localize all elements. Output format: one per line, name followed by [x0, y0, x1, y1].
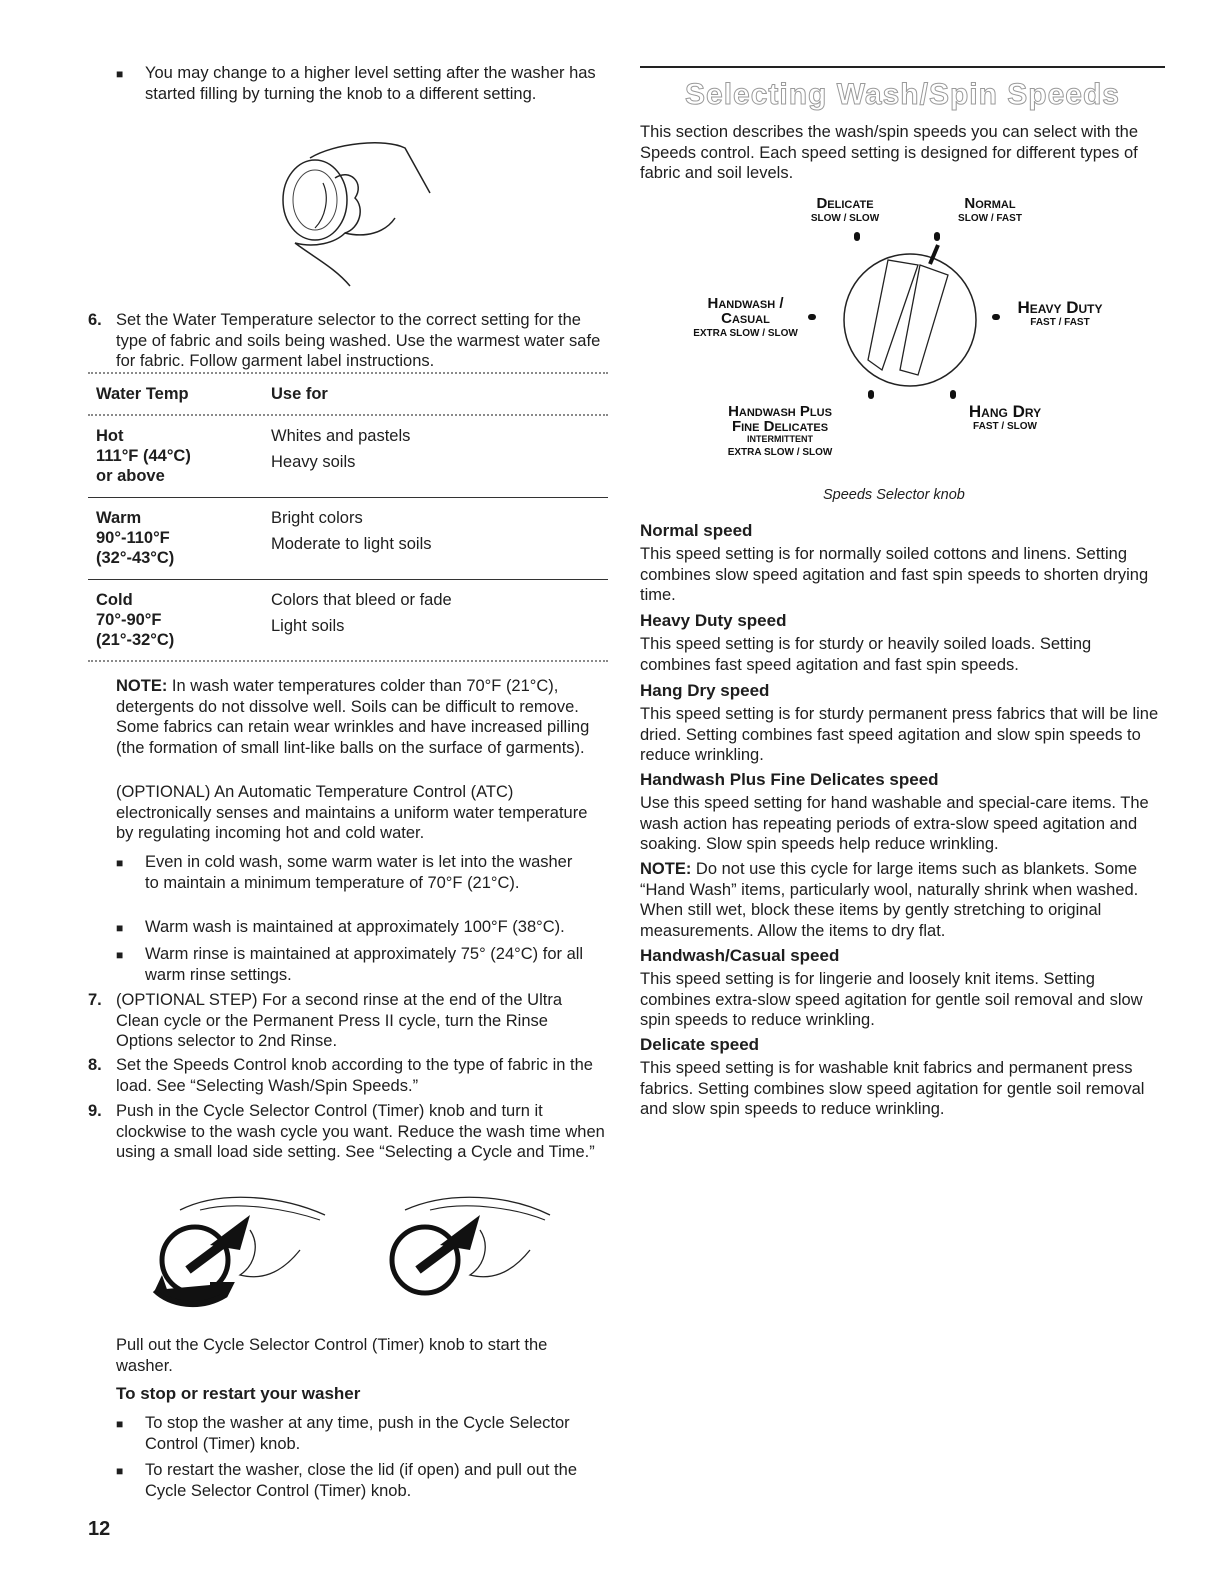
knob-caption: Speeds Selector knob [823, 487, 965, 503]
text-hang-dry-speed: This speed setting is for sturdy permanent press fabrics that will be line dried. Setting combines fast speed agitation and slow spin speeds to reduce wrinkling. [640, 705, 1159, 764]
step-9-number: 9. [88, 1102, 102, 1120]
temp-cell: Warm 90°-110°F (32°-43°C) [96, 509, 175, 567]
label-name: Fine Delicates [731, 418, 829, 435]
temp-cell: Hot 111°F (44°C) or above [96, 427, 191, 485]
step-6-number: 6. [88, 311, 102, 329]
atc-bullet-3: Warm rinse is maintained at approximately 75° (24°C) for all warm rinse settings. [145, 945, 584, 984]
note-label: NOTE: [116, 677, 168, 695]
stop-bullet-1: To stop the washer at any time, push in the Cycle Selector Control (Timer) knob. [145, 1414, 570, 1453]
table-row-rule [88, 497, 608, 498]
label-speeds: INTERMITTENT [747, 434, 813, 444]
push-knob-illustration [370, 1190, 560, 1300]
text-normal-speed: This speed setting is for normally soiled cottons and linens. Setting combines slow speed agitation and fast spin speeds to shorten drying time. [640, 545, 1149, 604]
speeds-knob-dial [820, 220, 1000, 400]
label-name: Delicate [816, 195, 874, 212]
label-speeds: FAST / FAST [1030, 317, 1090, 328]
use-line: Colors that bleed or fade [271, 591, 452, 609]
knob-indicator-dot [950, 390, 956, 399]
use-line: Moderate to light soils [271, 535, 432, 553]
text-handwash-casual-speed: This speed setting is for lingerie and loosely knit items. Setting combines extra-slow speed agitation for gentle soil removal and slow spin speeds to reduce wrinkling. [640, 970, 1143, 1029]
label-name: Heavy Duty [1017, 298, 1103, 317]
use-line: Whites and pastels [271, 427, 411, 445]
atc-bullet-2: Warm wash is maintained at approximately 100°F (38°C). [145, 918, 565, 936]
stop-restart-heading: To stop or restart your washer [116, 1384, 361, 1403]
bullet-marker: ■ [116, 67, 124, 81]
text-heavy-duty-speed: This speed setting is for sturdy or heavily soiled loads. Setting combines fast speed agitation and fast spin speeds. [640, 635, 1092, 674]
heading-heavy-duty-speed: Heavy Duty speed [640, 611, 787, 630]
label-speeds: EXTRA SLOW / SLOW [693, 328, 798, 339]
bullet-marker: ■ [116, 921, 124, 935]
knob-indicator-dot [854, 232, 860, 241]
step-8-text: Set the Speeds Control knob according to the type of fabric in the load. See “Selecting Wash/Spin Speeds.” [116, 1056, 593, 1095]
stop-bullet-2: To restart the washer, close the lid (if open) and pull out the Cycle Selector Control (Timer) knob. [145, 1461, 577, 1500]
use-cell [271, 590, 601, 636]
use-line: Heavy soils [271, 453, 356, 471]
pull-out-text: Pull out the Cycle Selector Control (Timer) knob to start the washer. [116, 1336, 548, 1375]
label-speeds: FAST / SLOW [973, 421, 1037, 432]
table-header-rule [88, 414, 608, 416]
knob-label-handwash-casual [678, 296, 813, 341]
heading-normal-speed: Normal speed [640, 521, 753, 540]
label-speeds: SLOW / SLOW [810, 213, 880, 224]
bullet-marker: ■ [116, 1417, 124, 1431]
step-8-number: 8. [88, 1056, 102, 1074]
temp-cell: Cold 70°-90°F (21°-32°C) [96, 591, 175, 649]
use-line: Bright colors [271, 509, 363, 527]
knob-label-delicate [790, 196, 900, 226]
use-cell [271, 426, 601, 472]
cold-water-note [116, 676, 606, 758]
note-text: In wash water temperatures colder than 70°F (21°C), detergents do not dissolve well. Soils can be difficult to remove. Some fabrics can retain wear wrinkles and have increased pilling (the formation of small lint-like balls on the surface of garments). [116, 677, 590, 757]
step-9-text: Push in the Cycle Selector Control (Timer) knob and turn it clockwise to the wash cycle you want. Reduce the wash time when using a small load side setting. See “Selecting a Cycle and Time.” [116, 1102, 605, 1161]
label-speeds: EXTRA SLOW / SLOW [727, 447, 833, 458]
header-water-temp: Water Temp [96, 385, 189, 403]
heading-delicate-speed: Delicate speed [640, 1035, 760, 1054]
label-name: Normal [964, 195, 1016, 212]
hand-wash-note [640, 859, 1165, 941]
knob-indicator-dot [934, 232, 940, 241]
text-handwash-plus-speed: Use this speed setting for hand washable and special-care items. The wash action has repeating periods of extra-slow speed agitation and soaking. Slow spin speeds help reduce wrinkling. [640, 794, 1149, 853]
header-use-for: Use for [271, 385, 328, 403]
knob-label-hang-dry [955, 404, 1055, 434]
table-top-rule [88, 372, 608, 374]
knob-change-bullet: You may change to a higher level setting after the washer has started filling by turning the knob to a different setting. [145, 64, 596, 103]
bullet-marker: ■ [116, 856, 124, 870]
label-speeds: SLOW / FAST [958, 213, 1022, 224]
use-cell [271, 508, 601, 554]
note-label: NOTE: [640, 860, 692, 878]
label-name: Casual [721, 310, 770, 327]
push-turn-knob-illustration [140, 1190, 340, 1315]
step-6-text: Set the Water Temperature selector to the correct setting for the type of fabric and soils being washed. Use the warmest water safe for fabric. Follow garment label instructions. [116, 311, 601, 370]
knob-label-handwash-plus [705, 404, 855, 460]
heading-handwash-casual-speed: Handwash/Casual speed [640, 946, 840, 965]
heading-hang-dry-speed: Hang Dry speed [640, 681, 770, 700]
label-name: Hang Dry [968, 402, 1042, 421]
knob-label-heavy-duty [1005, 300, 1115, 330]
section-title: Selecting Wash/Spin Speeds [685, 78, 1120, 111]
label-name: Handwash / [707, 295, 784, 312]
hand-turning-knob-illustration [255, 138, 435, 288]
knob-indicator-dot [992, 314, 1000, 320]
table-row-rule [88, 579, 608, 580]
bullet-marker: ■ [116, 1464, 124, 1478]
use-line: Light soils [271, 617, 345, 635]
page-number: 12 [88, 1518, 111, 1540]
section-top-rule [640, 66, 1165, 68]
step-7-text: (OPTIONAL STEP) For a second rinse at the end of the Ultra Clean cycle or the Permanent Press II cycle, turn the Rinse Options selector to 2nd Rinse. [116, 991, 562, 1050]
text-delicate-speed: This speed setting is for washable knit fabrics and permanent press fabrics. Setting combines slow speed agitation for gentle soil removal and slow spin speeds to reduce wrinkling. [640, 1059, 1145, 1118]
atc-paragraph: (OPTIONAL) An Automatic Temperature Control (ATC) electronically senses and maintains a uniform water temperature by regulating incoming hot and cold water. [116, 783, 588, 842]
knob-indicator-dot [868, 390, 874, 399]
bullet-marker: ■ [116, 948, 124, 962]
label-name: Handwash Plus [728, 403, 832, 420]
table-bottom-rule [88, 660, 608, 662]
heading-handwash-plus-speed: Handwash Plus Fine Delicates speed [640, 770, 939, 789]
atc-bullet-1: Even in cold wash, some warm water is let into the washer to maintain a minimum temperature of 70°F (21°C). [145, 853, 573, 892]
section-intro: This section describes the wash/spin speeds you can select with the Speeds control. Each speed setting is designed for different types of fabric and soil levels. [640, 123, 1139, 182]
step-7-number: 7. [88, 991, 102, 1009]
knob-label-normal [935, 196, 1045, 226]
note-text: Do not use this cycle for large items such as blankets. Some “Hand Wash” items, particularly wool, naturally shrink when washed. When still wet, block these items by gently stretching to original measurements. Allow the items to dry flat. [640, 860, 1139, 940]
